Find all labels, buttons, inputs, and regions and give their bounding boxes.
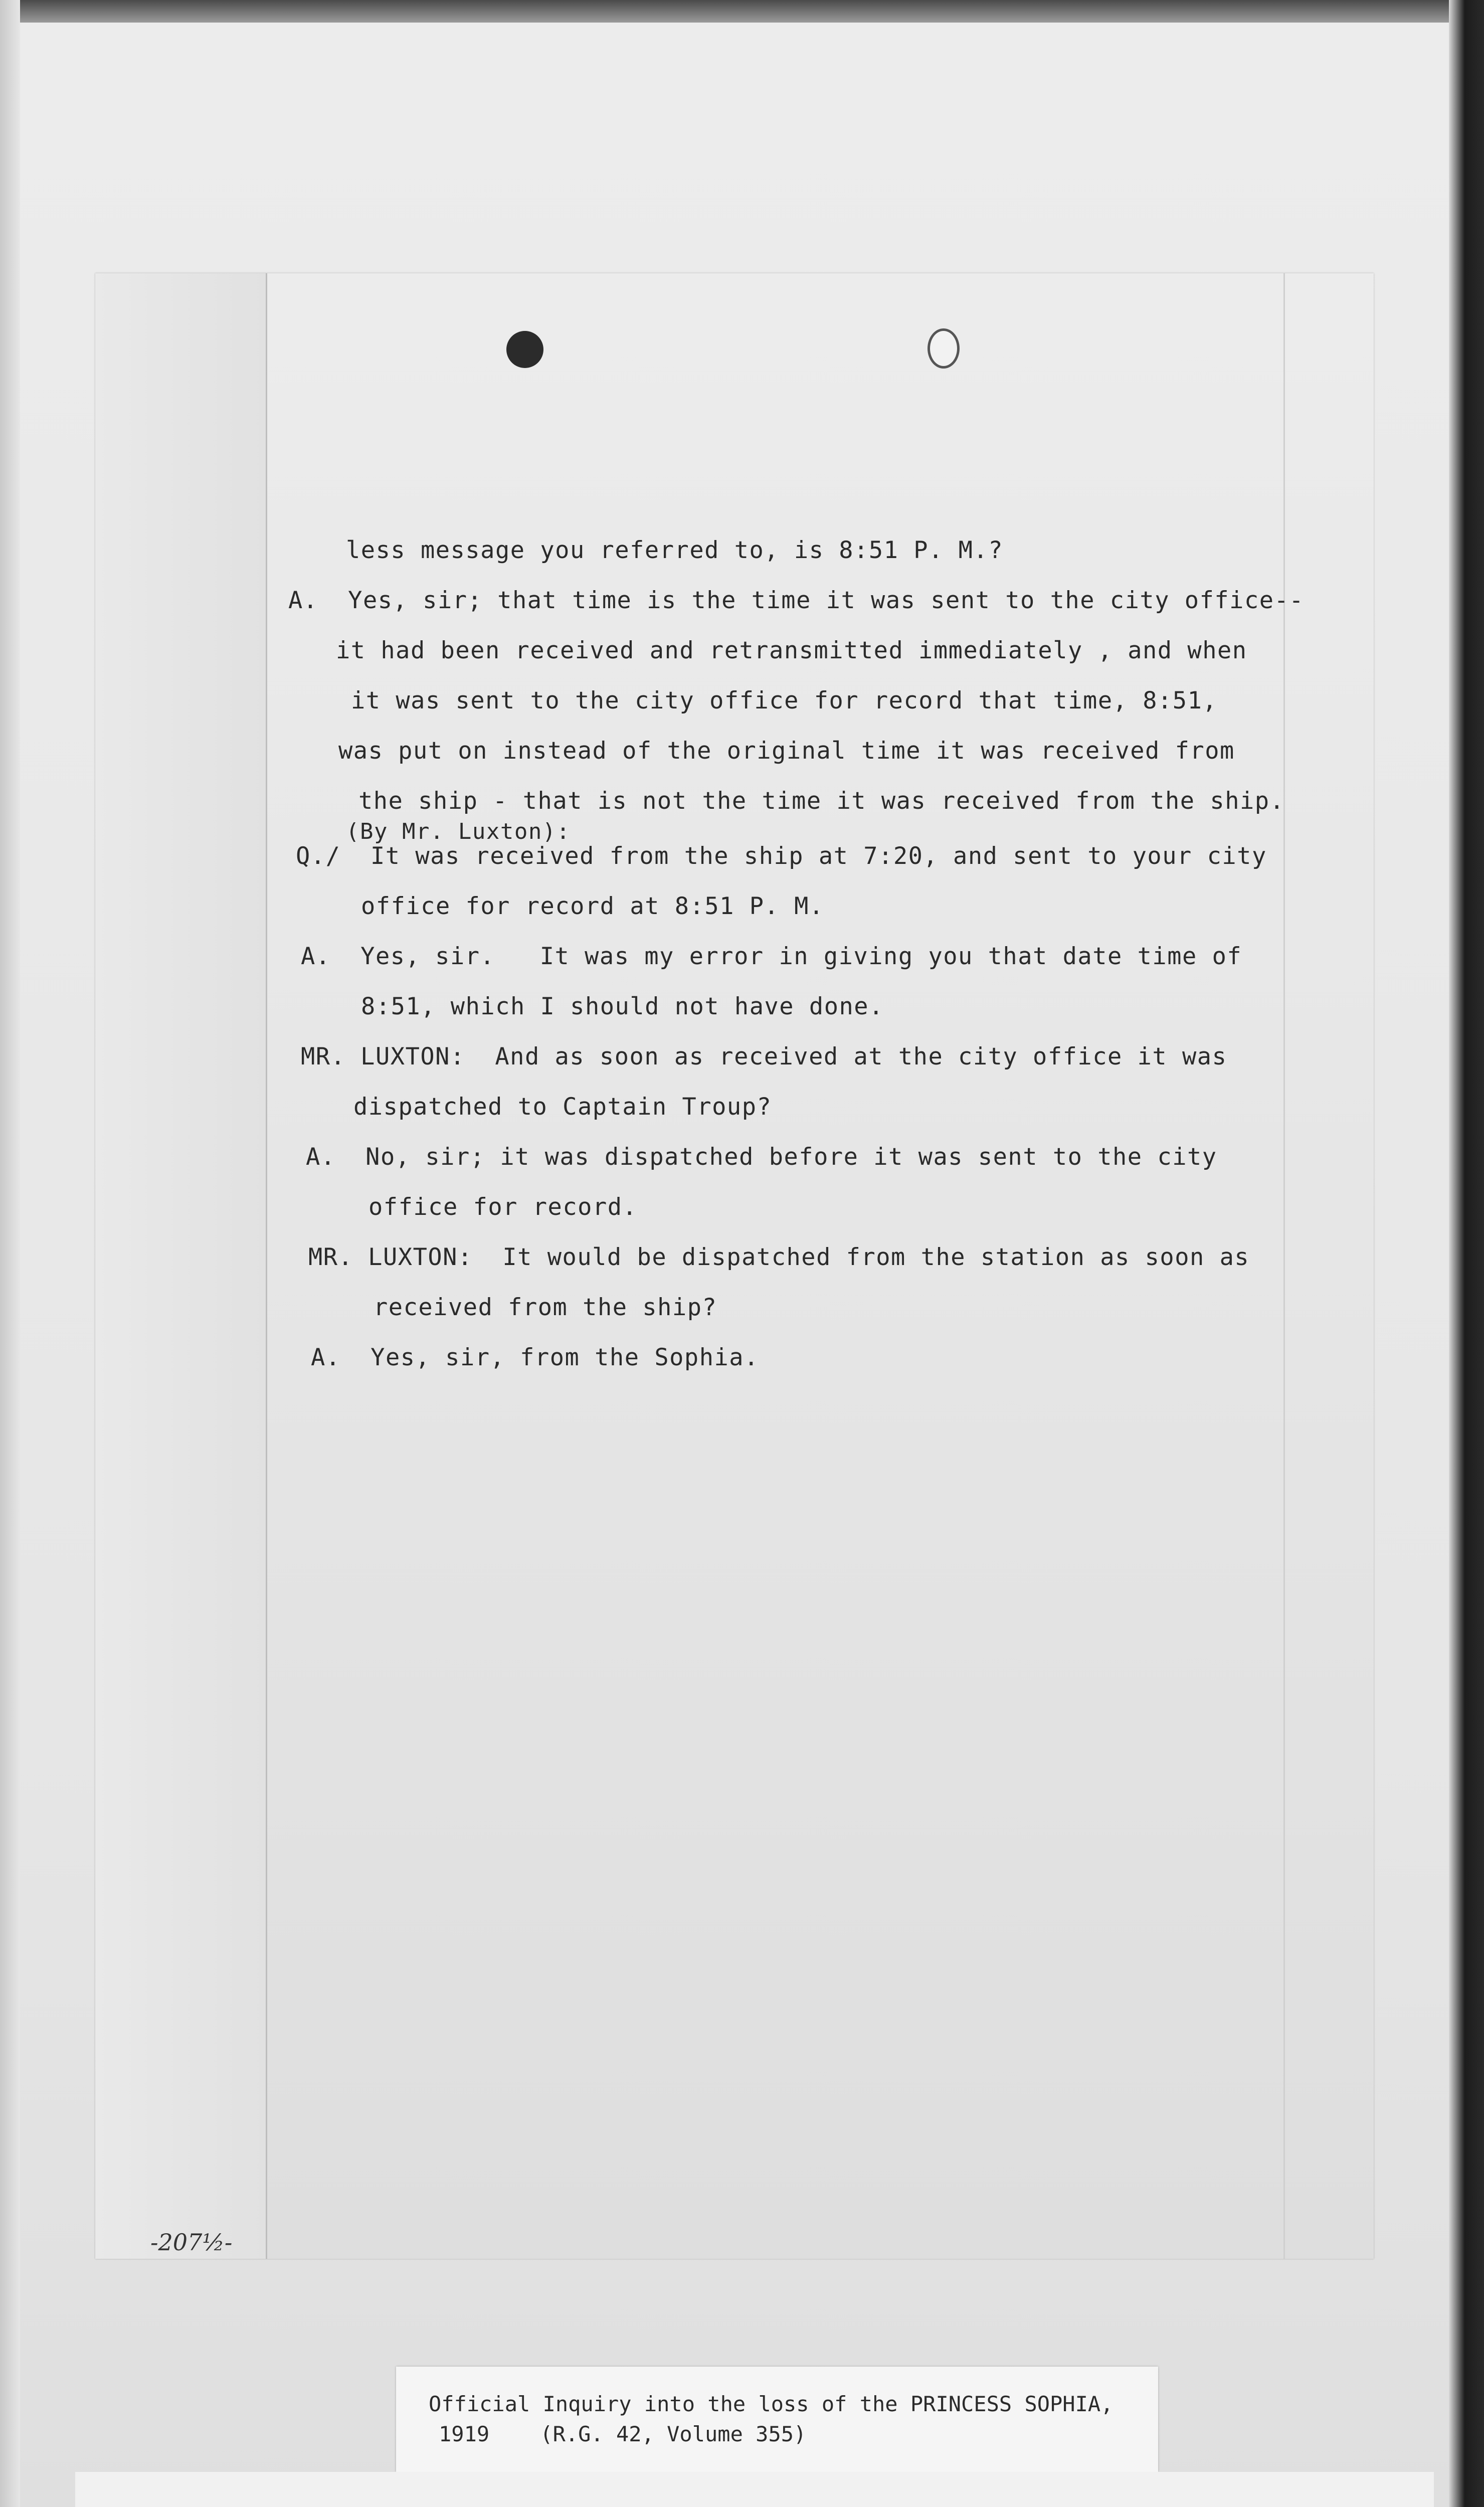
text-line: less message you referred to, is 8:51 P. M.? [346, 536, 1004, 564]
caption-line: 1919 (R.G. 42, Volume 355) [439, 2422, 807, 2446]
archive-caption [396, 2367, 1158, 2472]
text-line: dispatched to Captain Troup? [353, 1093, 772, 1121]
text-line: was put on instead of the original time it was received from [338, 737, 1235, 765]
text-line: office for record at 8:51 P. M. [361, 892, 824, 920]
right-margin-rule [1283, 273, 1285, 2259]
text-line: A. Yes, sir, from the Sophia. [311, 1344, 759, 1371]
page-number: -207½- [150, 2229, 233, 2256]
text-line: the ship - that is not the time it was received from the ship. [358, 787, 1285, 815]
film-left-edge [0, 0, 20, 2507]
typed-page [95, 273, 1374, 2259]
text-line: it was sent to the city office for record that time, 8:51, [351, 687, 1218, 714]
punch-hole-filled [506, 331, 543, 368]
film-top-edge [0, 0, 1484, 23]
film-right-edge [1449, 0, 1484, 2507]
text-line: received from the ship? [374, 1294, 717, 1321]
text-line: Q./ It was received from the ship at 7:20, and sent to your city [296, 842, 1267, 870]
text-line: MR. LUXTON: It would be dispatched from the station as soon as [308, 1243, 1250, 1271]
text-line: A. No, sir; it was dispatched before it was sent to the city [306, 1143, 1217, 1171]
text-line: A. Yes, sir. It was my error in giving you that date time of [301, 943, 1242, 970]
caption-line: Official Inquiry into the loss of the PRINCESS SOPHIA, [429, 2392, 1114, 2416]
punch-hole-open [928, 328, 960, 369]
left-margin-strip [95, 273, 267, 2259]
examiner-note: (By Mr. Luxton): [346, 819, 571, 844]
text-line: A. Yes, sir; that time is the time it was sent to the city office-- [288, 587, 1305, 614]
text-line: 8:51, which I should not have done. [361, 993, 884, 1020]
text-line: it had been received and retransmitted immediately , and when [336, 637, 1247, 664]
text-line: MR. LUXTON: And as soon as received at the city office it was [301, 1043, 1227, 1070]
archives-stamp [75, 2472, 1434, 2507]
text-line: office for record. [368, 1193, 638, 1221]
